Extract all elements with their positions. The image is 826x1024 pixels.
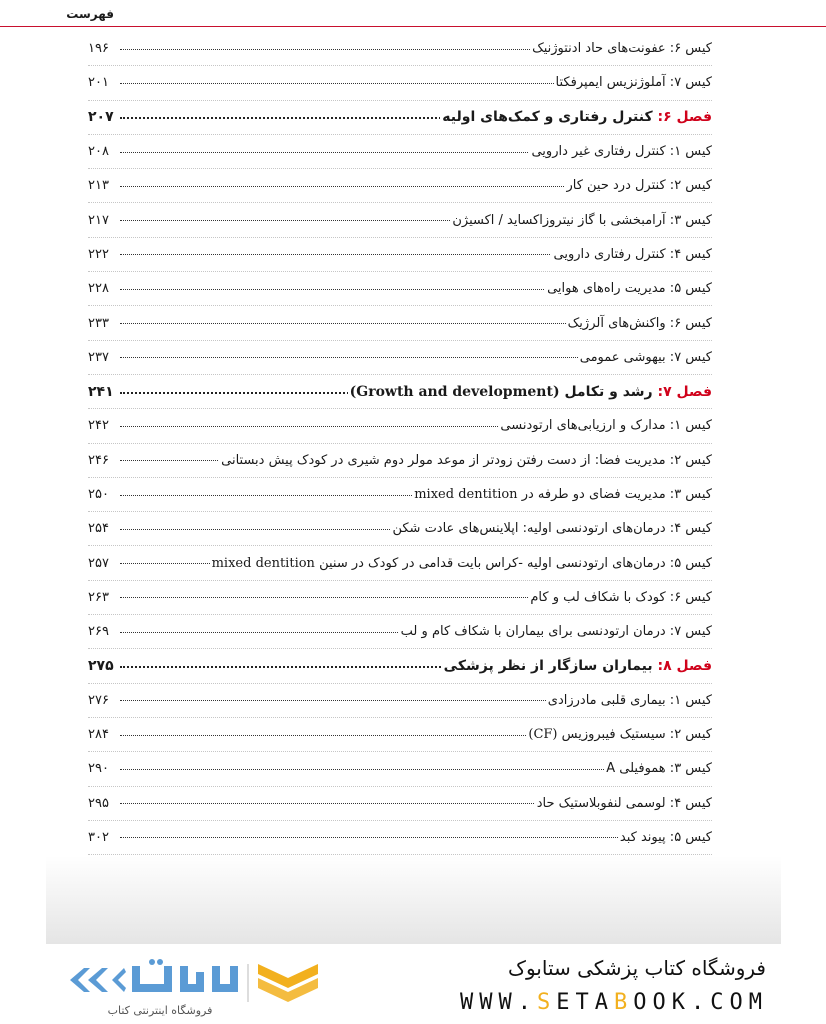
toc-entry-text xyxy=(551,247,712,262)
toc-case-row[interactable] xyxy=(88,444,712,478)
toc-entry-label: کیس ۱: xyxy=(669,144,712,160)
toc-entry-label: کیس ۶: xyxy=(669,589,712,605)
shop-name: فروشگاه کتاب پزشکی ستابوک xyxy=(508,956,766,980)
toc-entry-label: کیس ۱: xyxy=(669,418,712,434)
toc-entry-title: هموفیلی A xyxy=(606,761,666,777)
toc-entry-label: کیس ۲: xyxy=(669,178,712,194)
toc-page-number: ۲۶۹ xyxy=(88,624,109,640)
toc-case-row[interactable] xyxy=(88,752,712,786)
toc-entry-title: رشد و تکامل xyxy=(564,383,653,400)
toc-page-number: ۲۲۲ xyxy=(88,246,109,262)
header-rule xyxy=(0,26,826,27)
toc-page-number: ۲۹۵ xyxy=(88,795,109,811)
toc-case-row[interactable] xyxy=(88,718,712,752)
toc-entry-label: فصل ۷: xyxy=(657,383,712,400)
toc-entry-text xyxy=(530,41,712,56)
toc-entry-text xyxy=(450,213,712,228)
toc-entry-label: کیس ۵: xyxy=(669,829,712,845)
toc-entry-title: آملوژنزیس ایمپرفکتا xyxy=(555,75,666,91)
website-highlight-s: S xyxy=(537,990,557,1015)
toc-page-number: ۲۴۱ xyxy=(88,383,114,400)
toc-case-row[interactable] xyxy=(88,409,712,443)
toc-entry-text xyxy=(618,830,712,845)
toc-entry-label: کیس ۳: xyxy=(669,761,712,777)
toc-entry-label: کیس ۶: xyxy=(669,41,712,57)
toc-page-number: ۲۱۳ xyxy=(88,178,109,194)
toc-entry-title: مدارک و ارزیابی‌های ارتودنسی xyxy=(500,418,666,434)
toc-page-number: ۲۰۷ xyxy=(88,109,114,126)
toc-case-row[interactable] xyxy=(88,272,712,306)
header-title: فهرست xyxy=(66,7,114,21)
toc-case-row[interactable] xyxy=(88,821,712,855)
toc-entry-text xyxy=(442,658,712,674)
toc-entry-text xyxy=(219,453,712,468)
toc-entry-label: کیس ۲: xyxy=(669,727,712,743)
toc-case-row[interactable] xyxy=(88,238,712,272)
toc-entry-title: کنترل درد حین کار xyxy=(566,178,666,194)
toc-entry-label: فصل ۶: xyxy=(657,109,712,126)
toc-entry-label: کیس ۷: xyxy=(669,624,712,640)
toc-case-row[interactable] xyxy=(88,615,712,649)
toc-entry-title: پیوند کبد xyxy=(619,829,666,845)
toc-entry-label: کیس ۴: xyxy=(669,795,712,811)
toc-page-number: ۲۲۸ xyxy=(88,281,109,297)
table-of-contents xyxy=(88,32,712,855)
toc-page-number: ۱۹۶ xyxy=(88,41,109,57)
toc-entry-text xyxy=(348,384,712,400)
website-mid: ETA xyxy=(556,990,615,1015)
toc-chapter-row[interactable] xyxy=(88,375,712,409)
toc-page-number: ۲۱۷ xyxy=(88,212,109,228)
toc-case-row[interactable] xyxy=(88,341,712,375)
toc-page-number: ۲۸۴ xyxy=(88,727,109,743)
toc-entry-title: عفونت‌های حاد ادنتوژنیک xyxy=(532,41,666,57)
toc-entry-text xyxy=(535,796,712,811)
toc-entry-title: درمان‌های ارتودنسی اولیه: اپلاینس‌های عادت شکن xyxy=(392,521,666,537)
toc-entry-text xyxy=(390,521,712,536)
toc-entry-title-latin: (Growth and development) xyxy=(349,383,560,400)
toc-entry-text xyxy=(566,316,712,331)
toc-entry-text xyxy=(529,144,712,159)
toc-entry-title: سیستیک فیبروزیس xyxy=(561,727,666,743)
toc-case-row[interactable] xyxy=(88,512,712,546)
toc-entry-label: کیس ۴: xyxy=(669,246,712,262)
toc-page-number: ۲۳۷ xyxy=(88,349,109,365)
toc-page-number: ۲۵۰ xyxy=(88,487,109,502)
toc-page-number: ۲۷۶ xyxy=(88,692,109,708)
toc-chapter-row[interactable] xyxy=(88,649,712,683)
toc-page-number: ۲۴۶ xyxy=(88,452,109,468)
toc-page-number: ۲۵۴ xyxy=(88,521,109,537)
toc-entry-text xyxy=(554,75,712,90)
toc-entry-label: کیس ۵: xyxy=(669,281,712,297)
toc-entry-label: کیس ۶: xyxy=(669,315,712,331)
page-header xyxy=(0,0,826,27)
toc-case-row[interactable] xyxy=(88,135,712,169)
toc-entry-label: کیس ۳: xyxy=(669,487,712,502)
website-url[interactable] xyxy=(460,990,768,1015)
toc-page-number: ۲۰۱ xyxy=(88,75,109,91)
toc-chapter-row[interactable] xyxy=(88,101,712,135)
toc-entry-label: کیس ۳: xyxy=(669,212,712,228)
toc-page-number: ۲۶۳ xyxy=(88,589,109,605)
toc-entry-title: مدیریت راه‌های هوایی xyxy=(547,281,666,297)
toc-entry-text xyxy=(440,109,712,125)
toc-entry-title: درمان ارتودنسی برای بیماران با شکاف کام و لب xyxy=(400,624,666,640)
toc-entry-label: کیس ۲: xyxy=(669,452,712,468)
toc-entry-text xyxy=(412,487,712,502)
toc-entry-title: لوسمی لنفوبلاستیک حاد xyxy=(536,795,666,811)
toc-page-number: ۲۴۲ xyxy=(88,418,109,434)
footer-banner xyxy=(0,944,826,1024)
toc-entry-label: کیس ۵: xyxy=(669,555,712,571)
toc-entry-title-latin: mixed dentition xyxy=(414,487,518,502)
toc-case-row[interactable] xyxy=(88,306,712,340)
setabook-logo-icon xyxy=(62,958,322,1008)
toc-case-row[interactable] xyxy=(88,66,712,100)
toc-entry-label: کیس ۷: xyxy=(669,75,712,91)
toc-entry-title: کنترل رفتاری دارویی xyxy=(553,246,666,262)
toc-entry-text xyxy=(528,590,712,605)
logo-tagline: فروشگاه اینترنتی کتاب xyxy=(107,1004,213,1017)
toc-entry-text xyxy=(546,693,712,708)
toc-entry-label: کیس ۷: xyxy=(669,349,712,365)
toc-page-number: ۲۹۰ xyxy=(88,761,109,777)
toc-case-row[interactable] xyxy=(88,581,712,615)
toc-case-row[interactable] xyxy=(88,787,712,821)
toc-page-number: ۳۰۲ xyxy=(88,829,109,845)
toc-entry-label: فصل ۸: xyxy=(657,657,712,674)
toc-entry-title: واکنش‌های آلرژیک xyxy=(567,315,666,331)
website-post: OOK.COM xyxy=(633,990,768,1015)
toc-case-row[interactable] xyxy=(88,478,712,512)
toc-entry-text xyxy=(526,727,712,742)
toc-page-number: ۲۰۸ xyxy=(88,144,109,160)
website-highlight-b: B xyxy=(614,990,634,1015)
toc-page-number: ۲۵۷ xyxy=(88,555,109,571)
toc-case-row[interactable] xyxy=(88,546,712,580)
toc-entry-text xyxy=(545,281,712,296)
toc-entry-title: بیماری قلبی مادرزادی xyxy=(547,692,666,708)
bottom-fade xyxy=(46,856,781,944)
toc-entry-title: بیهوشی عمومی xyxy=(579,349,666,365)
toc-entry-title: کودک با شکاف لب و کام xyxy=(530,589,666,605)
toc-entry-title: مدیریت فضا: از دست رفتن زودتر از موعد مولر دوم شیری در کودک پیش دبستانی xyxy=(221,452,666,468)
toc-entry-text xyxy=(210,556,712,571)
toc-entry-title: آرامبخشی با گاز نیتروزاکساید / اکسیژن xyxy=(452,212,666,228)
toc-case-row[interactable] xyxy=(88,684,712,718)
toc-page-number: ۲۷۵ xyxy=(88,657,114,674)
toc-entry-text xyxy=(604,761,712,776)
toc-case-row[interactable] xyxy=(88,203,712,237)
toc-entry-label: کیس ۱: xyxy=(669,692,712,708)
toc-entry-title-latin: (CF) xyxy=(528,727,558,743)
toc-entry-text xyxy=(564,178,712,193)
toc-entry-title-latin: mixed dentition xyxy=(211,555,315,571)
toc-entry-text xyxy=(399,624,712,639)
toc-entry-text xyxy=(578,350,712,365)
toc-case-row[interactable] xyxy=(88,32,712,66)
toc-entry-title: مدیریت فضای دو طرفه در xyxy=(521,487,666,502)
toc-entry-title: درمان‌های ارتودنسی اولیه -کراس بایت قدامی در کودک در سنین xyxy=(319,555,666,571)
toc-entry-title: کنترل رفتاری غیر دارویی xyxy=(531,144,666,160)
toc-entry-title: کنترل رفتاری و کمک‌های اولیه xyxy=(442,109,653,126)
toc-entry-label: کیس ۴: xyxy=(669,521,712,537)
toc-case-row[interactable] xyxy=(88,169,712,203)
setabook-logo xyxy=(62,958,402,1018)
toc-entry-text xyxy=(498,418,712,433)
website-pre: WWW. xyxy=(460,990,538,1015)
toc-entry-title: بیماران سازگار از نظر پزشکی xyxy=(443,657,653,674)
toc-page-number: ۲۳۳ xyxy=(88,315,109,331)
